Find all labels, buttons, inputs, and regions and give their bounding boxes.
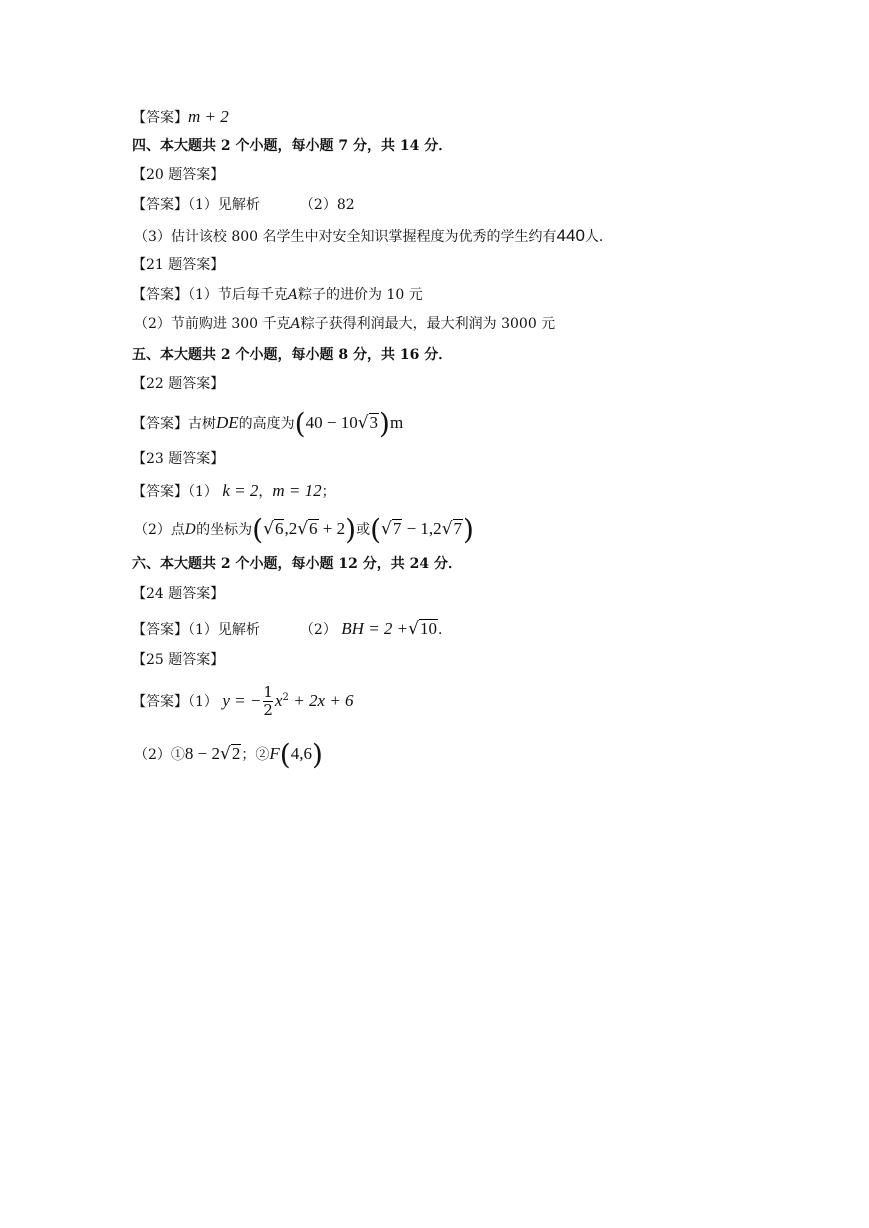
q20-part3-number: 440 xyxy=(556,226,585,245)
q20-answer-line xyxy=(132,198,355,212)
q25-radicand: 2 xyxy=(231,744,241,763)
answer-label: 【答案】 xyxy=(132,693,188,710)
q25-rest: + 2x + 6 xyxy=(293,690,354,710)
q24-part1: （1）见解析 xyxy=(188,622,260,638)
q20-heading: 【20 题答案】 xyxy=(132,167,225,183)
q25-y: y = − xyxy=(222,690,262,710)
section-5-heading: 五、本大题共 2 个小题，每小题 8 分，共 16 分． xyxy=(132,347,453,363)
q21-part2-line xyxy=(134,317,555,331)
q21-part2-pre: （2）节前购进 300 千克 xyxy=(134,316,291,332)
q23-part2-pre: （2）点 xyxy=(134,522,185,538)
q23-part2-line: （2）点D的坐标为(√6,2√6 + 2)或(√7 − 1,2√7) xyxy=(134,513,474,546)
q23-rad2: 6 xyxy=(309,519,318,538)
answer-math: m + 2 xyxy=(188,107,229,126)
q20-part3-line xyxy=(134,227,613,244)
q22-unit: m xyxy=(389,413,404,432)
section-4-heading: 四、本大题共 2 个小题，每小题 7 分，共 14 分． xyxy=(132,138,453,154)
q24-end: ． xyxy=(438,622,452,638)
q22-radicand: 3 xyxy=(369,413,379,432)
q23-sep: ， xyxy=(258,484,273,500)
q23-k: k = 2 xyxy=(222,481,259,500)
answer-label: 【答案】 xyxy=(132,287,188,303)
q22-heading: 【22 题答案】 xyxy=(132,376,225,392)
q23-m: m = 12 xyxy=(272,481,322,500)
q25-part1: （1） xyxy=(188,693,218,710)
q22-answer-line: 【答案】古树DE的高度为(40 − 10√3)m xyxy=(132,407,404,440)
q22-mid: 的高度为 xyxy=(238,416,295,432)
q23-term2: − 1,2 xyxy=(402,519,442,538)
q24-answer-line: 【答案】（1）见解析 （2） BH = 2 +√10． xyxy=(132,619,452,639)
q23-part2-mid: 的坐标为 xyxy=(196,522,253,538)
section-6-heading: 六、本大题共 2 个小题，每小题 12 分，共 24 分． xyxy=(132,556,462,572)
q23-coord-sep: ,2 xyxy=(284,519,298,538)
answer-label: 【答案】 xyxy=(132,110,188,126)
q23-var-d: D xyxy=(184,522,197,538)
q23-end: ； xyxy=(321,484,336,500)
q25-frac-num: 1 xyxy=(263,683,273,701)
q24-part2: （2） xyxy=(299,622,337,638)
answer-label: 【答案】 xyxy=(132,622,188,638)
q24-radicand: 10 xyxy=(420,619,437,638)
q25-expr: 8 − 2 xyxy=(184,744,221,763)
q23-rad1: 6 xyxy=(274,519,284,538)
q23-heading: 【23 题答案】 xyxy=(132,451,225,467)
q20-part3-pre: （3）估计该校 800 名学生中对安全知识掌握程度为优秀的学生约有 xyxy=(134,229,557,245)
q22-var-de: DE xyxy=(216,413,239,432)
q23-rad3: 7 xyxy=(392,519,402,538)
q20-part2: （2）82 xyxy=(299,197,355,213)
q21-heading: 【21 题答案】 xyxy=(132,257,225,273)
q22-expr: 40 − 10 xyxy=(305,413,358,432)
q23-or: 或 xyxy=(356,522,371,538)
q23-term1: + 2 xyxy=(318,519,346,538)
q21-answer-line xyxy=(132,288,423,302)
q25-fraction xyxy=(263,684,273,720)
q21-var-a: A xyxy=(287,287,299,303)
q25-sep: ；② xyxy=(241,747,270,763)
q21-part2-post: 粽子获得利润最大，最大利润为 3000 元 xyxy=(300,316,556,332)
answer-label: 【答案】 xyxy=(132,484,188,500)
q23-rad4: 7 xyxy=(453,519,463,538)
q25-point: 4,6 xyxy=(290,744,312,763)
q20-part3-post: 人． xyxy=(584,229,613,245)
q25-part2-line: （2）①8 − 2√2；②F(4,6) xyxy=(134,738,323,771)
q25-exp: 2 xyxy=(282,692,289,704)
q25-heading: 【25 题答案】 xyxy=(132,652,225,668)
q25-F: F xyxy=(269,744,280,763)
q24-heading: 【24 题答案】 xyxy=(132,586,225,602)
q25-answer-line xyxy=(132,684,354,720)
q21-part1-pre: （1）节后每千克 xyxy=(188,287,288,303)
q25-part2-pre: （2）① xyxy=(134,747,185,763)
q21-var-a2: A xyxy=(290,316,301,332)
q23-part1: （1） xyxy=(188,484,218,500)
answer-line-19 xyxy=(132,108,229,125)
q24-expr: BH = 2 + xyxy=(341,619,409,638)
q21-part1-post: 粽子的进价为 10 元 xyxy=(298,287,423,303)
q25-x: x xyxy=(274,690,283,710)
q25-frac-den: 2 xyxy=(263,701,273,720)
q22-pre: 古树 xyxy=(188,416,216,432)
answer-label: 【答案】 xyxy=(132,416,188,432)
q23-answer-line xyxy=(132,482,336,499)
answer-label: 【答案】 xyxy=(132,197,188,213)
q20-part1: （1）见解析 xyxy=(188,197,260,213)
